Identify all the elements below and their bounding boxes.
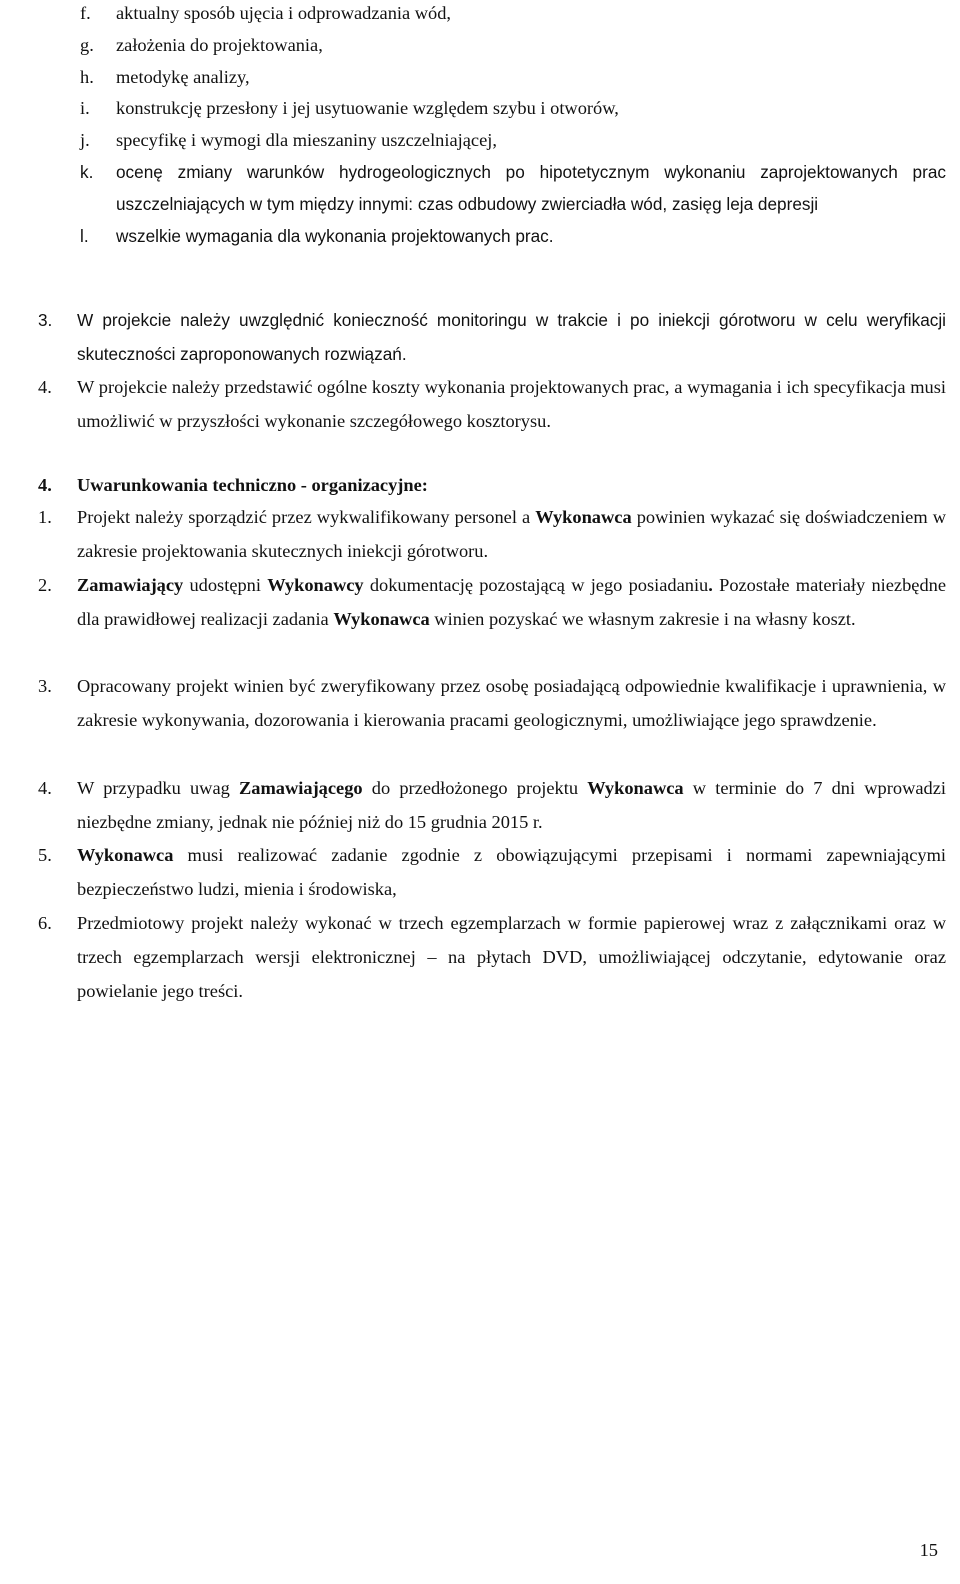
list-item-marker: 5. — [38, 845, 52, 865]
list-item-marker: 4. — [38, 778, 52, 798]
text-run: winien pozyskać we własnym zakresie i na własny koszt. — [429, 609, 856, 629]
sub-item-l — [0, 221, 960, 253]
sub-item-text: założenia do projektowania, — [116, 34, 323, 55]
list-item-text — [77, 500, 946, 568]
sub-item-i — [0, 93, 960, 125]
list-item-4 — [0, 771, 960, 839]
sub-item-marker: l. — [80, 225, 89, 246]
list-item-text: W projekcie należy przedstawić ogólne koszty wykonania projektowanych prac, a wymagania i ich specyfikacja musi umożliwić w przyszłości wykonanie szczegółowego kosztorysu. — [77, 377, 946, 431]
page-number: 15 — [919, 1540, 938, 1560]
list-item-marker: 3. — [38, 676, 52, 696]
list-item-text: Przedmiotowy projekt należy wykonać w trzech egzemplarzach w formie papierowej wraz z załącznikami oraz w trzech egzemplarzach wersji elektronicznej – na płytach DVD, umożliwiającej odczytanie, edytowanie oraz powielanie jego treści. — [77, 913, 946, 1001]
list-item-3a — [0, 303, 960, 371]
list-item-marker: 3. — [38, 310, 53, 330]
text-run: W przypadku uwag — [77, 778, 239, 798]
text-run: Projekt należy sporządzić przez wykwalifikowany personel a — [77, 507, 536, 527]
emphasis-text: . — [708, 575, 713, 595]
list-item-marker: 4. — [38, 377, 52, 397]
text-run: powinien wykazać się doświadczeniem w zakresie projektowania skutecznych iniekcji górotworu. — [77, 507, 946, 561]
sub-item-k — [0, 157, 960, 221]
sub-item-f — [0, 0, 960, 30]
sub-item-j — [0, 125, 960, 157]
sub-item-text: metodykę analizy, — [116, 66, 250, 87]
emphasis-text: Wykonawca — [333, 609, 430, 629]
list-item-3 — [0, 669, 960, 737]
list-item-marker: 2. — [38, 575, 52, 595]
emphasis-text: Wykonawca — [535, 507, 632, 527]
sub-item-h — [0, 62, 960, 94]
sub-item-text: specyfikę i wymogi dla mieszaniny uszczelniającej, — [116, 130, 497, 151]
sub-list — [0, 0, 960, 252]
list-item-4a — [0, 370, 960, 438]
text-run: Pozostałe materiały niezbędne dla prawidłowej realizacji zadania — [77, 575, 946, 629]
sub-item-marker: h. — [80, 66, 94, 87]
list-item-text — [77, 771, 946, 839]
emphasis-text: Wykonawca — [77, 845, 174, 865]
sub-item-text: konstrukcję przesłony i jej usytuowanie względem szybu i otworów, — [116, 98, 619, 119]
sub-item-text: aktualny sposób ujęcia i odprowadzania wód, — [116, 3, 452, 23]
sub-item-g — [0, 30, 960, 62]
text-run: w terminie do 7 dni wprowadzi niezbędne zmiany, jednak nie później niż do 15 grudnia 2015 r. — [77, 778, 946, 832]
list-item-5 — [0, 838, 960, 906]
emphasis-text: Zamawiający — [77, 575, 184, 595]
sub-item-marker: i. — [80, 98, 90, 119]
text-run: musi realizować zadanie zgodnie z obowiązującymi przepisami i normami zapewniającymi bezpieczeństwo ludzi, mienia i środowiska, — [77, 845, 946, 899]
text-run: dokumentację pozostającą w jego posiadaniu — [363, 575, 709, 595]
sub-item-marker: j. — [80, 130, 90, 151]
list-item-6 — [0, 906, 960, 1008]
sub-item-marker: k. — [80, 161, 94, 182]
list-item-text: Opracowany projekt winien być zweryfikowany przez osobę posiadającą odpowiednie kwalifikacje i uprawnienia, w zakresie wykonywania, dozorowania i kierowania pracami geologicznymi, umożliwiające jego sprawdzenie. — [77, 676, 946, 730]
list-item-2 — [0, 568, 960, 636]
list-item-text — [77, 838, 946, 906]
section-number: 4. — [38, 475, 52, 495]
text-run: do przedłożonego projektu — [362, 778, 588, 798]
list-item-1 — [0, 500, 960, 568]
list-item-marker: 6. — [38, 913, 52, 933]
list-item-text: W projekcie należy uwzględnić konieczność monitoringu w trakcie i po iniekcji górotworu w celu weryfikacji skuteczności zaproponowanych rozwiązań. — [77, 310, 946, 364]
sub-item-marker: f. — [80, 3, 91, 23]
sub-item-text: ocenę zmiany warunków hydrogeologicznych po hipotetycznym wykonaniu zaprojektowanych prac uszczelniających w tym między innymi: czas odbudowy zwierciadła wód, zasięg leja depresji — [116, 161, 946, 214]
emphasis-text: Wykonawcy — [267, 575, 364, 595]
sub-item-text: wszelkie wymagania dla wykonania projektowanych prac. — [116, 225, 554, 246]
sub-item-marker: g. — [80, 34, 94, 55]
section-heading — [38, 468, 428, 502]
emphasis-text: Wykonawca — [587, 778, 684, 798]
section-title: Uwarunkowania techniczno - organizacyjne: — [77, 475, 428, 495]
text-run: udostępni — [183, 575, 268, 595]
list-item-text — [77, 568, 946, 636]
list-item-marker: 1. — [38, 507, 52, 527]
emphasis-text: Zamawiającego — [239, 778, 363, 798]
